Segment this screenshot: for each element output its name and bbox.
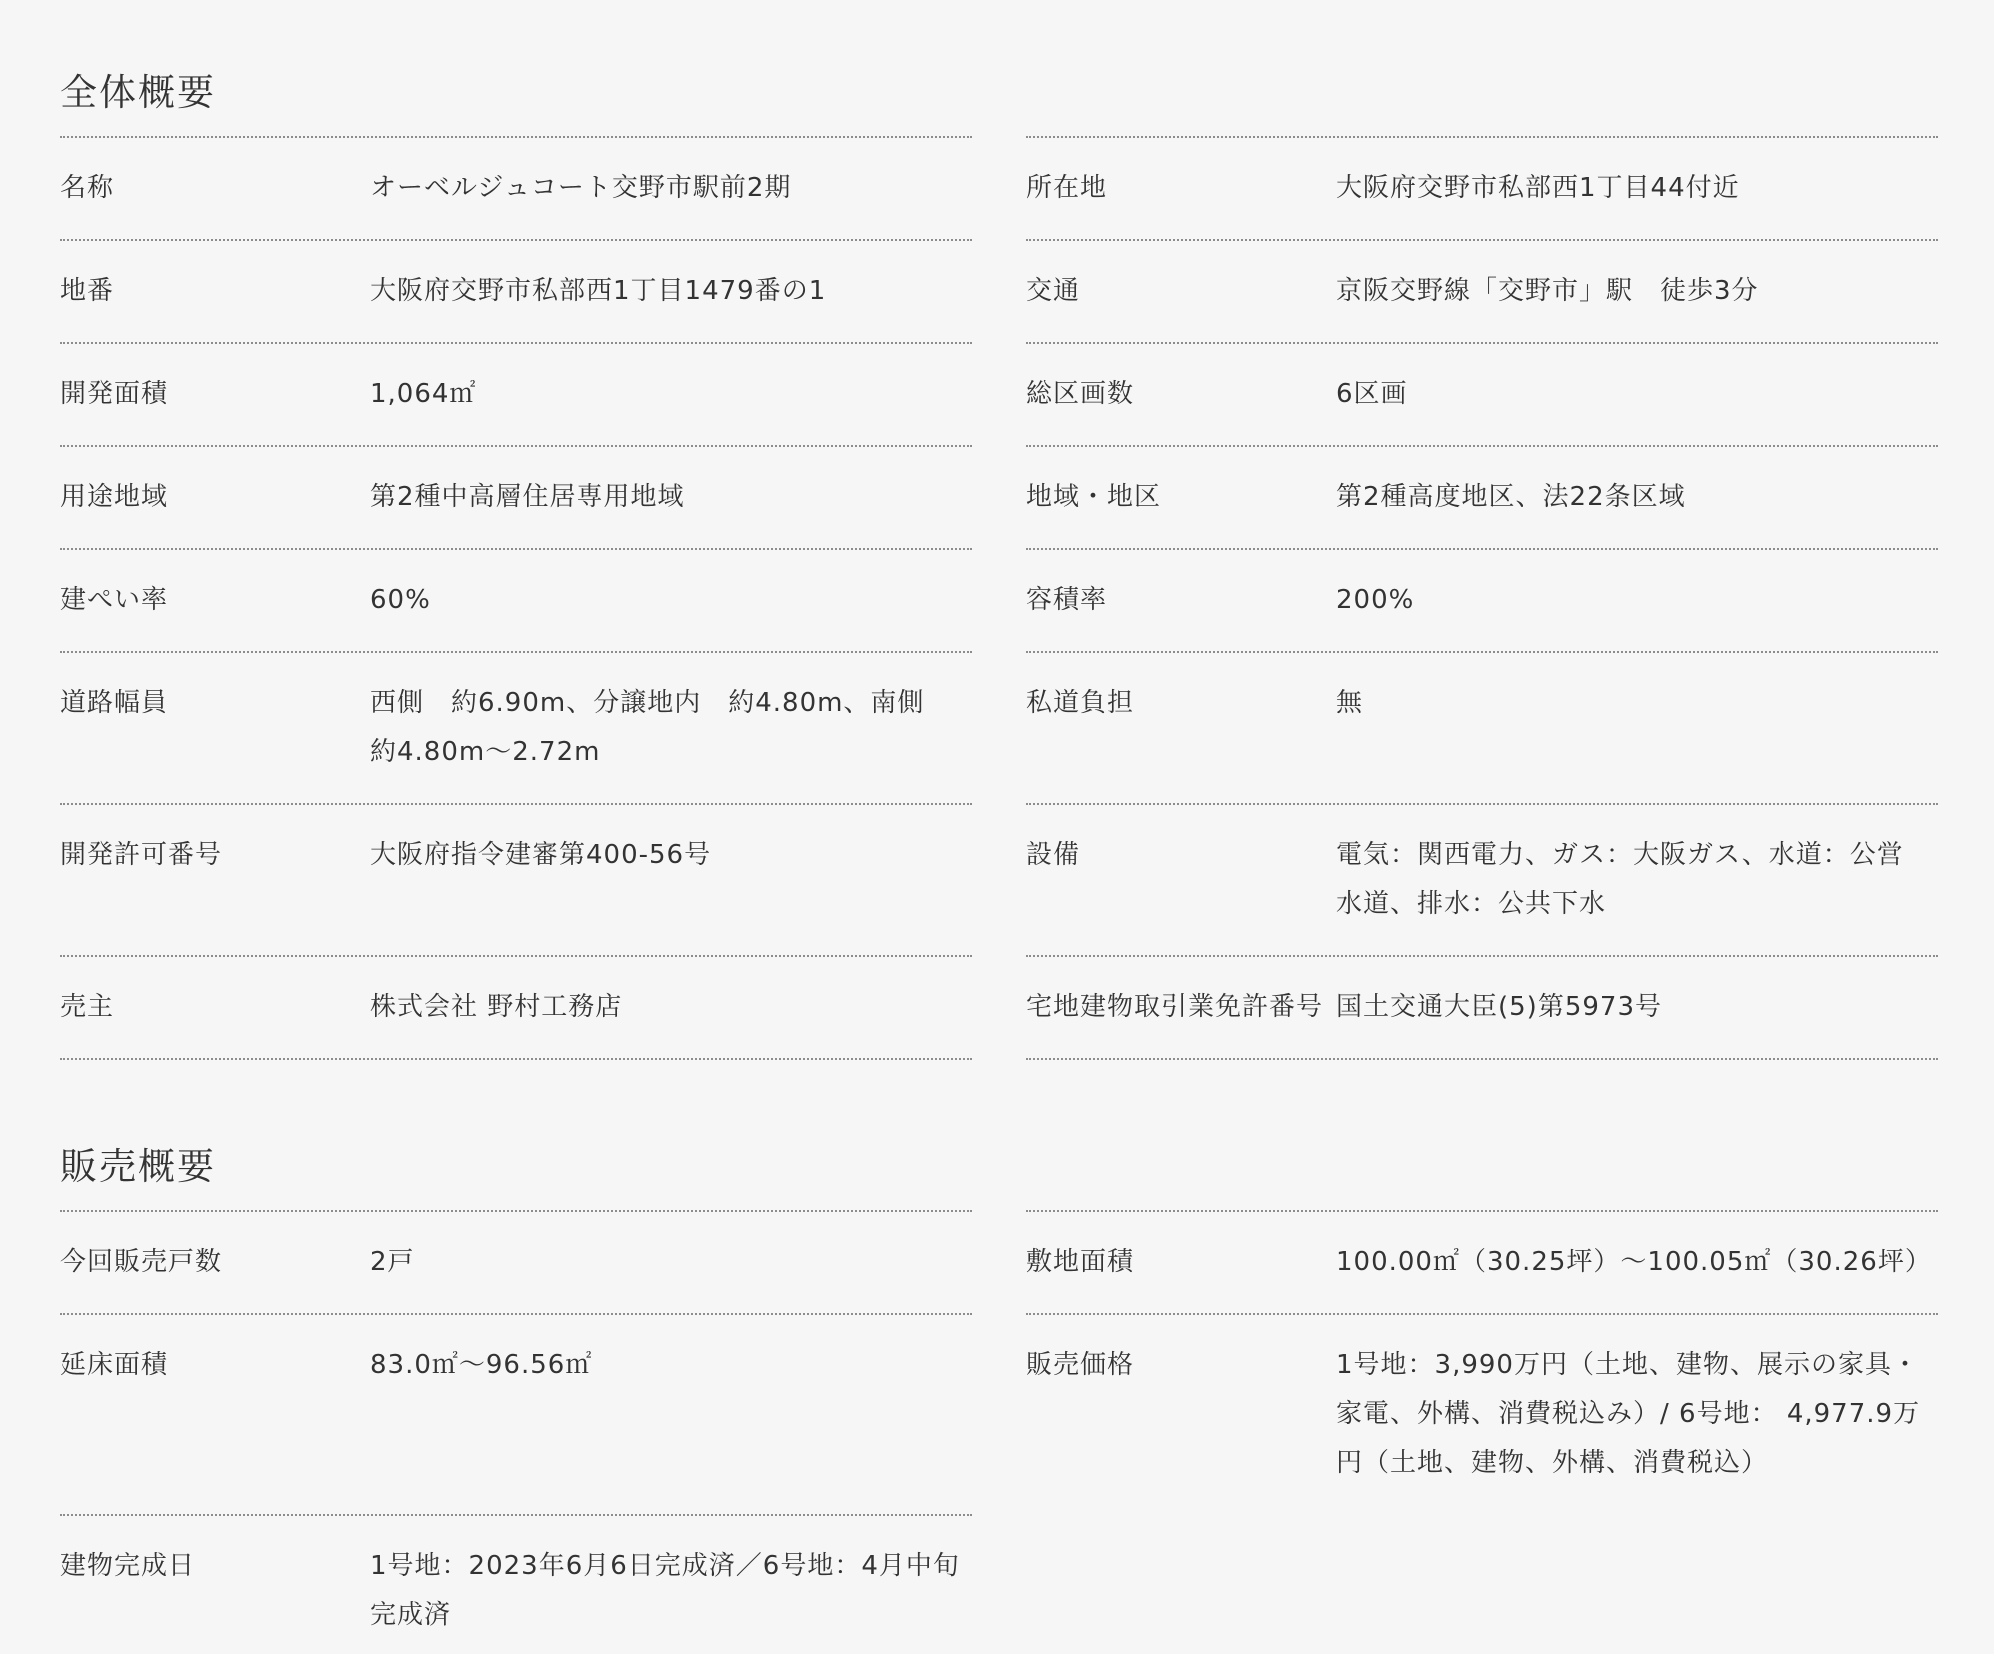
- row-value: 株式会社 野村工務店: [370, 992, 623, 1022]
- row-value: オーベルジュコート交野市駅前2期: [370, 173, 792, 203]
- row-label: 地番: [60, 276, 115, 306]
- row-value: 100.00㎡（30.25坪）〜100.05㎡（30.26坪）: [1336, 1247, 1932, 1277]
- row-label: 設備: [1026, 840, 1081, 870]
- info-row: [1026, 1210, 1938, 1313]
- row-label: 延床面積: [60, 1350, 169, 1380]
- sales-title: 販売概要: [60, 1145, 216, 1188]
- info-row: [1026, 1313, 1938, 1514]
- row-label: 私道負担: [1026, 688, 1135, 718]
- info-row: [60, 239, 972, 342]
- row-value: 83.0㎡〜96.56㎡: [370, 1350, 593, 1380]
- info-row: [60, 445, 972, 548]
- info-row: [1026, 955, 1938, 1060]
- row-label: 用途地域: [60, 482, 169, 512]
- row-value: 第2種中高層住居専用地域: [370, 482, 685, 512]
- info-row: [1026, 803, 1938, 955]
- row-label: 今回販売戸数: [60, 1247, 223, 1277]
- info-row: [1026, 136, 1938, 239]
- row-value: 大阪府交野市私部西1丁目44付近: [1336, 173, 1740, 203]
- row-value: 1号地：2023年6月6日完成済／6号地：4月中旬完成済: [370, 1551, 960, 1630]
- row-label: 地域・地区: [1026, 482, 1162, 512]
- info-row: [60, 651, 972, 803]
- info-row: [1026, 548, 1938, 651]
- row-label: 宅地建物取引業免許番号: [1026, 992, 1324, 1022]
- row-label: 建ぺい率: [60, 585, 169, 615]
- row-value: 無: [1336, 688, 1364, 718]
- info-row: [60, 1313, 972, 1514]
- row-label: 交通: [1026, 276, 1081, 306]
- overview-grid: [60, 136, 1938, 1060]
- info-row: [60, 136, 972, 239]
- row-label: 敷地面積: [1026, 1247, 1135, 1277]
- empty-cell: [1026, 1514, 1938, 1654]
- row-value: 第2種高度地区、法22条区域: [1336, 482, 1686, 512]
- row-label: 名称: [60, 173, 115, 203]
- row-value: 大阪府交野市私部西1丁目1479番の1: [370, 276, 827, 306]
- row-label: 容積率: [1026, 585, 1108, 615]
- row-label: 販売価格: [1026, 1350, 1135, 1380]
- row-value: 6区画: [1336, 379, 1408, 409]
- info-row: [1026, 342, 1938, 445]
- info-row: [60, 803, 972, 955]
- row-label: 建物完成日: [60, 1551, 196, 1581]
- info-row: [60, 548, 972, 651]
- info-row: [1026, 445, 1938, 548]
- info-row: [60, 1514, 972, 1654]
- sales-grid: [60, 1210, 1938, 1654]
- row-value: 2戸: [370, 1247, 415, 1277]
- overview-section: [60, 66, 1938, 1060]
- row-value: 1号地：3,990万円（土地、建物、展示の家具・家電、外構、消費税込み）/ 6号地： 4,977.9万円（土地、建物、外構、消費税込）: [1336, 1350, 1921, 1478]
- row-value: 200%: [1336, 585, 1415, 615]
- info-row: [1026, 651, 1938, 803]
- row-value: 西側 約6.90m、分譲地内 約4.80m、南側 約4.80m〜2.72m: [370, 688, 952, 767]
- row-label: 開発面積: [60, 379, 169, 409]
- info-row: [1026, 239, 1938, 342]
- info-row: [60, 342, 972, 445]
- overview-title: 全体概要: [60, 71, 216, 114]
- row-value: 1,064㎡: [370, 379, 477, 409]
- row-value: 電気：関西電力、ガス：大阪ガス、水道：公営水道、排水：公共下水: [1336, 840, 1904, 919]
- info-row: [60, 1210, 972, 1313]
- row-label: 道路幅員: [60, 688, 169, 718]
- row-label: 所在地: [1026, 173, 1108, 203]
- row-value: 国土交通大臣(5)第5973号: [1336, 992, 1662, 1022]
- sales-section: [60, 1140, 1938, 1654]
- row-label: 開発許可番号: [60, 840, 223, 870]
- info-row: [60, 955, 972, 1060]
- row-value: 60%: [370, 585, 431, 615]
- row-value: 京阪交野線「交野市」駅 徒歩3分: [1336, 276, 1759, 306]
- row-value: 大阪府指令建審第400-56号: [370, 840, 712, 870]
- row-label: 総区画数: [1026, 379, 1135, 409]
- row-label: 売主: [60, 992, 115, 1022]
